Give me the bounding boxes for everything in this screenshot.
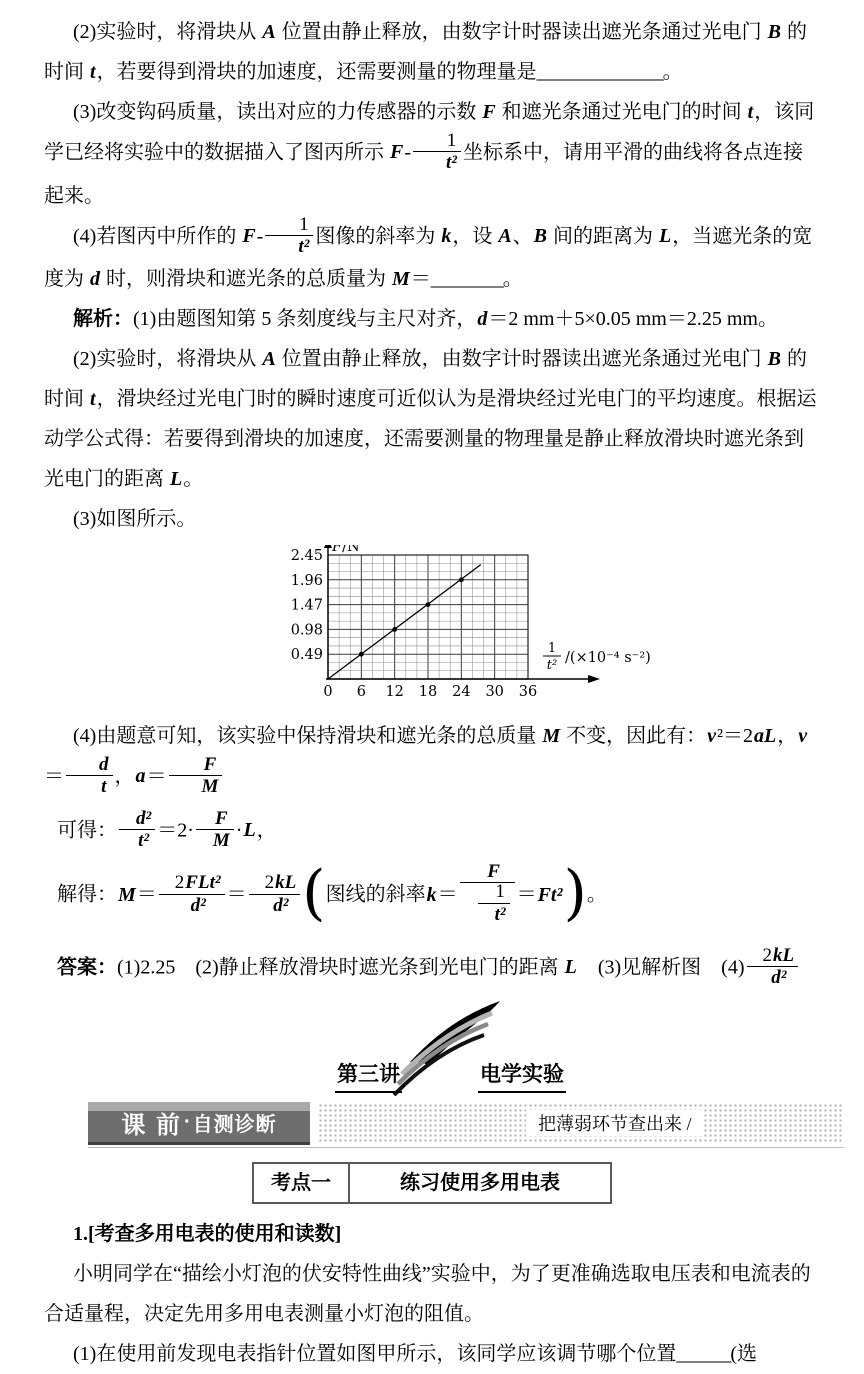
banner-title [88, 1102, 310, 1145]
paragraph: (3)如图所示。 [73, 508, 197, 531]
svg-text:36: 36 [518, 684, 538, 701]
svg-text:30: 30 [485, 684, 504, 701]
svg-text:2.45: 2.45 [290, 548, 323, 565]
paragraph: 可得： $\frac{\text{d²}}{\text{t²}}$ ＝2· $\frac{F}{M}$ ·L， [57, 807, 277, 851]
exercise-section [44, 1214, 820, 1374]
svg-text:18: 18 [418, 684, 438, 701]
paragraph: 答案：(1)2.25 (2)静止释放滑块时遮光条到光电门的距离 L (3)见解析图 (4) $\frac{2kL}{\text{d²}}$ [44, 947, 820, 991]
paragraph: 解析：(1)由题图知第 5 条刻度线与主尺对齐，d＝2 mm＋5×0.05 mm＝2.25 mm。 [73, 308, 778, 331]
svg-text:0: 0 [323, 684, 333, 701]
paragraph: 解得：M＝ $\frac{\text{2FLt²}}{\text{d²}}$ ＝ $\frac{2kL}{\text{d²}}$ (图线的斜率k＝ $\frac{F}{\frac{1}{\text{t²}}}$ ＝Ft²)。 [57, 858, 607, 929]
banner-title-separator: · [184, 1110, 191, 1133]
paragraph: (3)改变钩码质量，读出对应的力传感器的示数 F 和遮光条通过光电门的时间 t，该同学已经将实验中的数据描入了图丙所示 F- $\frac{1}{\text{t²}}$ 坐标系中，请用平滑的曲线将各点连接起来。 [44, 101, 815, 207]
banner-tagline: 把薄弱环节查出来 / [526, 1110, 704, 1136]
svg-text:6: 6 [356, 684, 366, 701]
svg-text:1.96: 1.96 [290, 572, 323, 589]
section-banner [44, 1102, 844, 1148]
svg-text:12: 12 [385, 684, 404, 701]
solution-section [44, 716, 820, 990]
f-vs-inverse-t2-chart [288, 545, 660, 705]
paragraph: (1)在使用前发现电表指针位置如图甲所示，该同学应该调节哪个位置______(选 [73, 1343, 757, 1366]
svg-text:1: 1 [547, 641, 557, 657]
lecture-title: 电学实验 [478, 1058, 566, 1093]
paragraph: (2)实验时，将滑块从 A 位置由静止释放，由数字计时器读出遮光条通过光电门 B 的时间 t，若要得到滑块的加速度，还需要测量的物理量是______________。 [44, 21, 808, 83]
problem-section [44, 12, 820, 539]
exam-point-table [252, 1162, 612, 1204]
banner-title-sub: 自测诊断 [192, 1113, 277, 1136]
svg-text:t²: t² [546, 658, 558, 674]
paragraph: (4)若图丙中所作的 F- $\frac{1}{\text{t²}}$ 图像的斜率为 k，设 A、B 间的距离为 L，当遮光条的宽度为 d 时，则滑块和遮光条的总质量为 M＝________。 [44, 213, 813, 291]
svg-text:F/N: F/N [332, 545, 360, 556]
lecture-header [44, 1000, 820, 1098]
svg-text:0.49: 0.49 [290, 647, 323, 664]
svg-text:24: 24 [452, 684, 471, 701]
exam-point-title: 练习使用多用电表 [400, 1172, 560, 1195]
chart-figure [288, 545, 660, 710]
paragraph: (4)由题意可知，该实验中保持滑块和遮光条的总质量 M 不变，因此有：v²＝2aL，v＝ $\frac{d}{t}$ ，a＝ $\frac{F}{M}$ [44, 725, 808, 798]
svg-text:/(×10⁻⁴ s⁻²): /(×10⁻⁴ s⁻²) [565, 650, 651, 667]
paragraph: 小明同学在“描绘小灯泡的伏安特性曲线”实验中，为了更准确选取电压表和电流表的合适量程，决定先用多用电表测量小灯泡的阻值。 [44, 1263, 811, 1326]
banner-dotted-strip [318, 1103, 844, 1143]
svg-text:1.47: 1.47 [290, 597, 323, 614]
lecture-number: 第三讲 [335, 1058, 402, 1093]
banner-title-main: 课 前 [121, 1111, 182, 1139]
paragraph: (2)实验时，将滑块从 A 位置由静止释放，由数字计时器读出遮光条通过光电门 B 的时间 t，滑块经过光电门时的瞬时速度可近似认为是滑块经过光电门的平均速度。根据运动学公式得：若要得到滑块的加速度，还需要测量的物理量是静止释放滑块时遮光条到光电门的距离 L。 [44, 348, 817, 491]
paragraph: 1.[考查多用电表的使用和读数] [73, 1223, 342, 1246]
svg-text:0.98: 0.98 [290, 622, 323, 639]
exam-point-label: 考点一 [254, 1164, 350, 1202]
